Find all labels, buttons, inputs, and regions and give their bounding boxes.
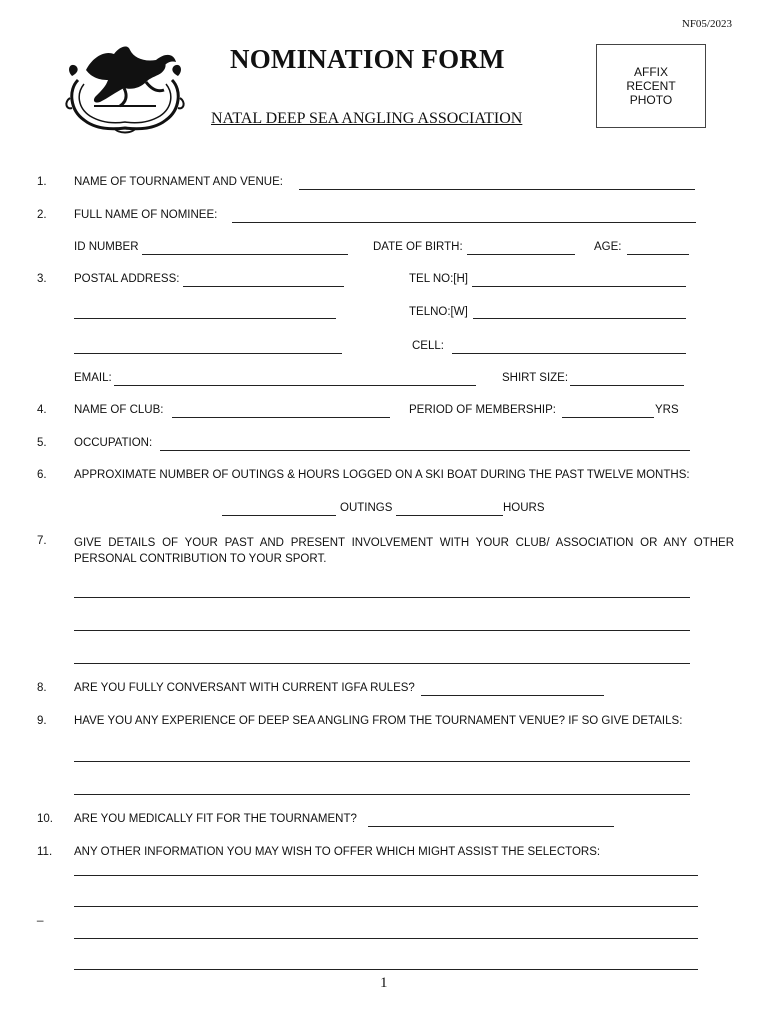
years-unit-label: YRS — [655, 404, 679, 416]
email-field[interactable] — [114, 385, 476, 386]
venue-experience-question: HAVE YOU ANY EXPERIENCE OF DEEP SEA ANGLING FROM THE TOURNAMENT VENUE? IF SO GIVE DETAILS: — [74, 715, 683, 727]
venue-experience-field-2[interactable] — [74, 794, 690, 795]
organisation-name: NATAL DEEP SEA ANGLING ASSOCIATION — [211, 110, 523, 127]
outings-hours-question: APPROXIMATE NUMBER OF OUTINGS & HOURS LOGGED ON A SKI BOAT DURING THE PAST TWELVE MONTHS: — [74, 469, 690, 481]
date-of-birth-label: DATE OF BIRTH: — [373, 241, 463, 253]
membership-period-field[interactable] — [562, 417, 654, 418]
item-number: 9. — [37, 715, 47, 727]
item-number: 10. — [37, 813, 53, 825]
item-number: 11. — [37, 846, 53, 858]
photo-box-line-1: AFFIX — [633, 65, 668, 79]
membership-period-label: PERIOD OF MEMBERSHIP: — [409, 404, 556, 416]
tel-work-field[interactable] — [473, 318, 686, 319]
medical-fitness-question: ARE YOU MEDICALLY FIT FOR THE TOURNAMENT? — [74, 813, 357, 825]
shirt-size-field[interactable] — [570, 385, 684, 386]
age-label: AGE: — [594, 241, 622, 253]
cell-field[interactable] — [452, 353, 686, 354]
item-number: 2. — [37, 209, 47, 221]
photo-box-line-3: PHOTO — [629, 93, 673, 107]
tournament-venue-field[interactable] — [299, 189, 695, 190]
shirt-size-label: SHIRT SIZE: — [502, 372, 569, 384]
medical-fitness-field[interactable] — [368, 826, 614, 827]
page-number: 1 — [380, 975, 388, 991]
item-number: 3. — [37, 273, 47, 285]
occupation-field[interactable] — [160, 450, 690, 451]
postal-address-field-3[interactable] — [74, 353, 342, 354]
hours-field[interactable] — [396, 515, 503, 516]
involvement-field-1[interactable] — [74, 597, 690, 598]
involvement-field-2[interactable] — [74, 630, 690, 631]
other-information-field-4[interactable] — [74, 969, 698, 970]
date-of-birth-field[interactable] — [467, 254, 575, 255]
igfa-rules-question: ARE YOU FULLY CONVERSANT WITH CURRENT IGFA RULES? — [74, 682, 415, 694]
item-number: 1. — [37, 176, 47, 188]
involvement-field-3[interactable] — [74, 663, 690, 664]
item-number: 5. — [37, 437, 47, 449]
id-number-label: ID NUMBER — [74, 241, 139, 253]
postal-address-field-2[interactable] — [74, 318, 336, 319]
outings-label: OUTINGS — [340, 502, 393, 514]
nominee-name-field[interactable] — [232, 222, 696, 223]
stray-mark: _ — [37, 910, 44, 922]
tournament-venue-label: NAME OF TOURNAMENT AND VENUE: — [74, 176, 283, 188]
venue-experience-field-1[interactable] — [74, 761, 690, 762]
other-information-field-2[interactable] — [74, 906, 698, 907]
occupation-label: OCCUPATION: — [74, 437, 153, 449]
age-field[interactable] — [627, 254, 689, 255]
email-label: EMAIL: — [74, 372, 112, 384]
id-number-field[interactable] — [142, 254, 348, 255]
involvement-question: GIVE DETAILS OF YOUR PAST AND PRESENT INVOLVEMENT WITH YOUR CLUB/ ASSOCIATION OR ANY OTHER PERSONAL CONTRIBUTION TO YOUR SPORT. — [74, 537, 734, 565]
outings-field[interactable] — [222, 515, 336, 516]
club-name-label: NAME OF CLUB: — [74, 404, 164, 416]
item-number: 7. — [37, 535, 47, 547]
horse-crest-logo-icon — [64, 40, 186, 134]
tel-work-label: TELNO:[W] — [409, 306, 468, 318]
hours-label: HOURS — [503, 502, 545, 514]
club-name-field[interactable] — [172, 417, 390, 418]
nominee-name-label: FULL NAME OF NOMINEE: — [74, 209, 218, 221]
tel-home-field[interactable] — [472, 286, 686, 287]
cell-label: CELL: — [412, 340, 444, 352]
other-information-field-1[interactable] — [74, 875, 698, 876]
other-information-question: ANY OTHER INFORMATION YOU MAY WISH TO OFFER WHICH MIGHT ASSIST THE SELECTORS: — [74, 846, 601, 858]
postal-address-label: POSTAL ADDRESS: — [74, 273, 180, 285]
tel-home-label: TEL NO:[H] — [409, 273, 468, 285]
item-number: 4. — [37, 404, 47, 416]
postal-address-field-1[interactable] — [183, 286, 344, 287]
form-reference: NF05/2023 — [681, 18, 732, 30]
item-number: 6. — [37, 469, 47, 481]
item-number: 8. — [37, 682, 47, 694]
photo-placeholder — [596, 44, 706, 128]
photo-box-line-2: RECENT — [626, 79, 676, 93]
other-information-field-3[interactable] — [74, 938, 698, 939]
form-title: NOMINATION FORM — [230, 44, 505, 74]
igfa-rules-field[interactable] — [421, 695, 604, 696]
